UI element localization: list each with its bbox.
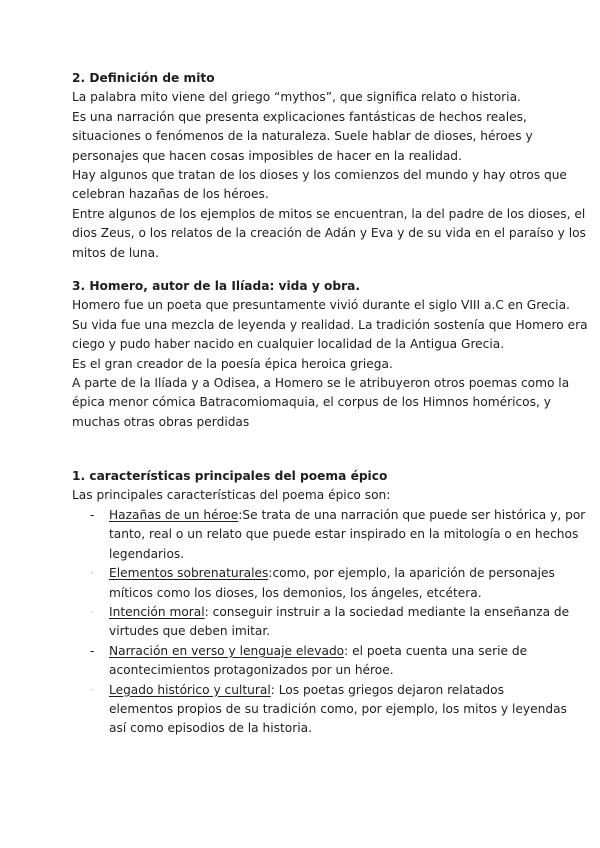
- item-text: virtudes que deben imitar.: [109, 624, 271, 639]
- item-text: : conseguir instruir a la sociedad mediante la enseñanza de: [204, 604, 570, 619]
- item-text: acontecimientos protagonizados por un héroe.: [109, 663, 394, 678]
- paragraph-line: mitos de luna.: [72, 245, 160, 260]
- item-text: legendarios.: [109, 546, 185, 561]
- section-homero: [72, 277, 588, 432]
- paragraph-line: A parte de la Ilíada y a Odisea, a Homero se le atribuyeron otros poemas como la: [72, 375, 570, 390]
- paragraph-line: personajes que hacen cosas imposibles de hacer en la realidad.: [72, 148, 462, 163]
- item-term: Intención moral: [109, 604, 205, 619]
- dash-bullet: -: [90, 643, 95, 658]
- section-poema-epico: [72, 467, 542, 506]
- characteristics-list: [72, 506, 586, 739]
- dash-bullet: -: [90, 684, 94, 695]
- paragraph-line: Es el gran creador de la poesía épica heroica griega.: [72, 356, 393, 371]
- item-text: : el poeta cuenta una serie de: [344, 643, 528, 658]
- paragraph-line: situaciones o fenómenos de la naturaleza. Suele hablar de dioses, héroes y: [72, 129, 533, 144]
- paragraph-line: Es una narración que presenta explicaciones fantásticas de hechos reales,: [72, 109, 527, 124]
- paragraph-line: celebran hazañas de los héroes.: [72, 187, 269, 202]
- item-text: :como, por ejemplo, la aparición de personajes: [268, 566, 555, 581]
- paragraph-line: La palabra mito viene del griego “mythos”, que significa relato o historia.: [72, 90, 521, 105]
- paragraph-line: Su vida fue una mezcla de leyenda y realidad. La tradición sostenía que Homero era: [72, 317, 588, 332]
- item-text: :Se trata de una narración que puede ser histórica y, por: [238, 508, 586, 522]
- item-text: tanto, real o un relato que puede estar inspirado en la mitología o en hechos: [109, 527, 579, 542]
- item-text: míticos como los dioses, los demonios, los ángeles, etcétera.: [109, 585, 482, 600]
- section-heading: 1. características principales del poema épico: [72, 469, 388, 483]
- item-text: elementos propios de su tradición como, por ejemplo, los mitos y leyendas: [109, 701, 567, 716]
- section-definicion-mito: [72, 69, 586, 263]
- list-item: [72, 642, 542, 681]
- list-item: [72, 506, 586, 564]
- paragraph-line: Hay algunos que tratan de los dioses y los comienzos del mundo y hay otros que: [72, 167, 567, 182]
- item-term: Elementos sobrenaturales: [109, 566, 269, 581]
- list-item: [72, 681, 567, 739]
- item-text: así como episodios de la historia.: [109, 721, 312, 736]
- item-text: : Los poetas griegos dejaron relatados: [270, 682, 504, 697]
- section-heading: 3. Homero, autor de la Ilíada: vida y obra.: [72, 279, 361, 293]
- dash-bullet: -: [90, 606, 94, 617]
- paragraph-line: Entre algunos de los ejemplos de mitos se encuentran, la del padre de los dioses, el: [72, 206, 586, 221]
- paragraph-line: muchas otras obras perdidas: [72, 414, 250, 429]
- dash-bullet: -: [90, 568, 94, 579]
- item-term: Narración en verso y lenguaje elevado: [109, 643, 345, 658]
- dash-bullet: -: [90, 508, 95, 522]
- paragraph-line: Homero fue un poeta que presuntamente vivió durante el siglo VIII a.C en Grecia.: [72, 298, 570, 313]
- paragraph-line: dios Zeus, o los relatos de la creación de Adán y Eva y de su vida en el paraíso y los: [72, 226, 586, 241]
- item-term: Hazañas de un héroe: [109, 508, 239, 522]
- paragraph-line: épica menor cómica Batracomiomaquia, el corpus de los Himnos homéricos, y: [72, 395, 551, 410]
- list-item: [72, 564, 555, 603]
- intro-line: Las principales características del poema épico son:: [72, 488, 391, 503]
- item-term: Legado histórico y cultural: [109, 682, 271, 697]
- section-heading: 2. Definición de mito: [72, 71, 215, 85]
- list-item: [72, 603, 570, 642]
- paragraph-line: ciego y pudo haber nacido en cualquier localidad de la Antigua Grecia.: [72, 337, 505, 352]
